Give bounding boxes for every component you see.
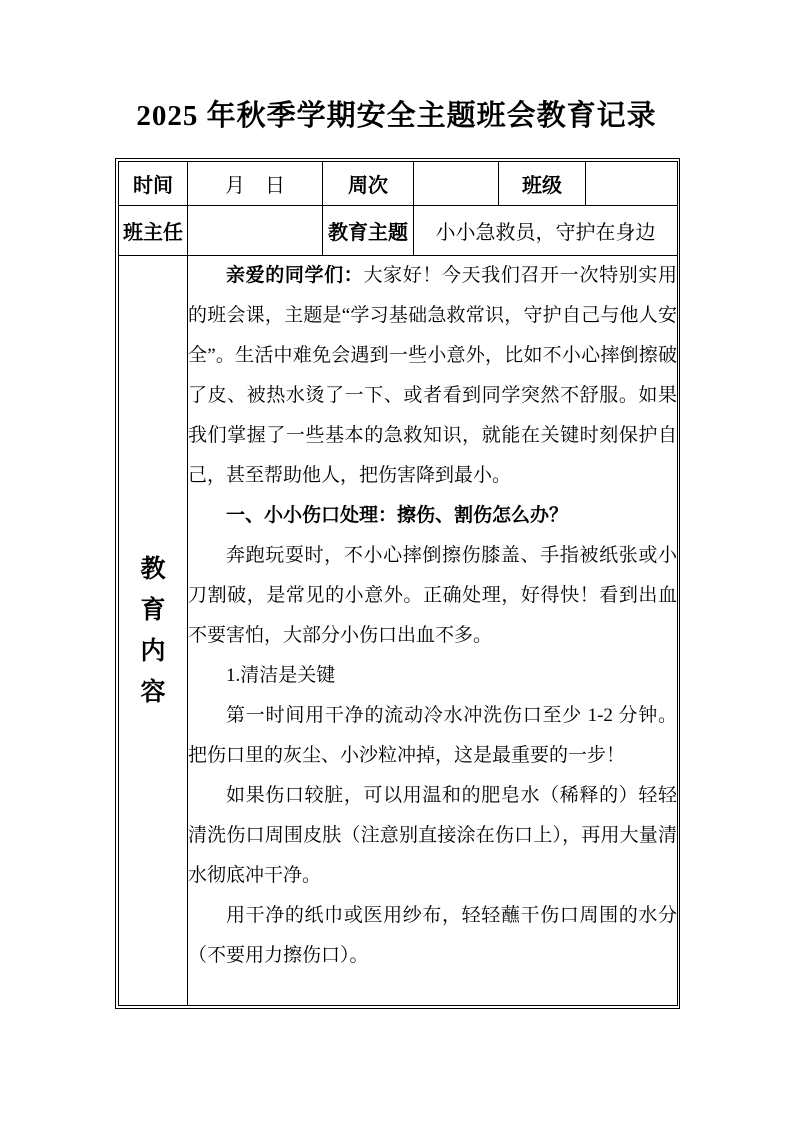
table-row: [119, 256, 678, 1006]
content-label-vertical: 教育内容: [140, 555, 166, 706]
paragraph-intro-text: 大家好！今天我们召开一次特别实用的班会课，主题是“学习基础急救常识，守护自己与他人安全”。生活中难免会遇到一些小意外，比如不小心摔倒擦破了皮、被热水烫了一下、或者看到同学突然不舒服。如果我们掌握了一些基本的急救知识，就能在关键时刻保护自己，甚至帮助他人，把伤害降到最小。: [188, 265, 677, 486]
theme-value-cell: 小小急救员，守护在身边: [414, 206, 678, 256]
paragraph: 奔跑玩耍时，不小心摔倒擦伤膝盖、手指被纸张或小刀割破，是常见的小意外。正确处理，好得快！看到出血不要害怕，大部分小伤口出血不多。: [188, 545, 677, 646]
class-label-cell: 班级: [499, 162, 586, 206]
teacher-value-cell: [188, 206, 323, 256]
table-row: [119, 206, 678, 256]
paragraph-intro: [188, 256, 677, 496]
week-label-cell: 周次: [323, 162, 414, 206]
time-label-cell: 时间: [119, 162, 188, 206]
paragraph: 第一时间用干净的流动冷水冲洗伤口至少 1-2 分钟。把伤口里的灰尘、小沙粒冲掉，这是最重要的一步！: [188, 705, 677, 766]
class-value-cell: [586, 162, 678, 206]
week-value-cell: [414, 162, 499, 206]
record-table-grid: [118, 161, 678, 1006]
document-title: 2025 年秋季学期安全主题班会教育记录: [136, 100, 657, 132]
subsection-heading: 1.清洁是关键: [226, 665, 336, 686]
record-table: [115, 158, 680, 1009]
table-row: [119, 162, 678, 206]
paragraph-intro-lead: 亲爱的同学们：: [226, 265, 364, 286]
paragraph: 如果伤口较脏，可以用温和的肥皂水（稀释的）轻轻清洗伤口周围皮肤（注意别直接涂在伤口上），再用大量清水彻底冲干净。: [188, 785, 677, 886]
teacher-label-cell: 班主任: [119, 206, 188, 256]
content-label-cell: [119, 256, 188, 1006]
section-heading: 一、小小伤口处理：擦伤、割伤怎么办？: [226, 505, 569, 526]
content-body-cell: [188, 256, 678, 1006]
time-value-cell: 月 日: [188, 162, 323, 206]
theme-label-cell: 教育主题: [323, 206, 414, 256]
paragraph: 用干净的纸巾或医用纱布，轻轻蘸干伤口周围的水分（不要用力擦伤口）。: [188, 905, 677, 966]
